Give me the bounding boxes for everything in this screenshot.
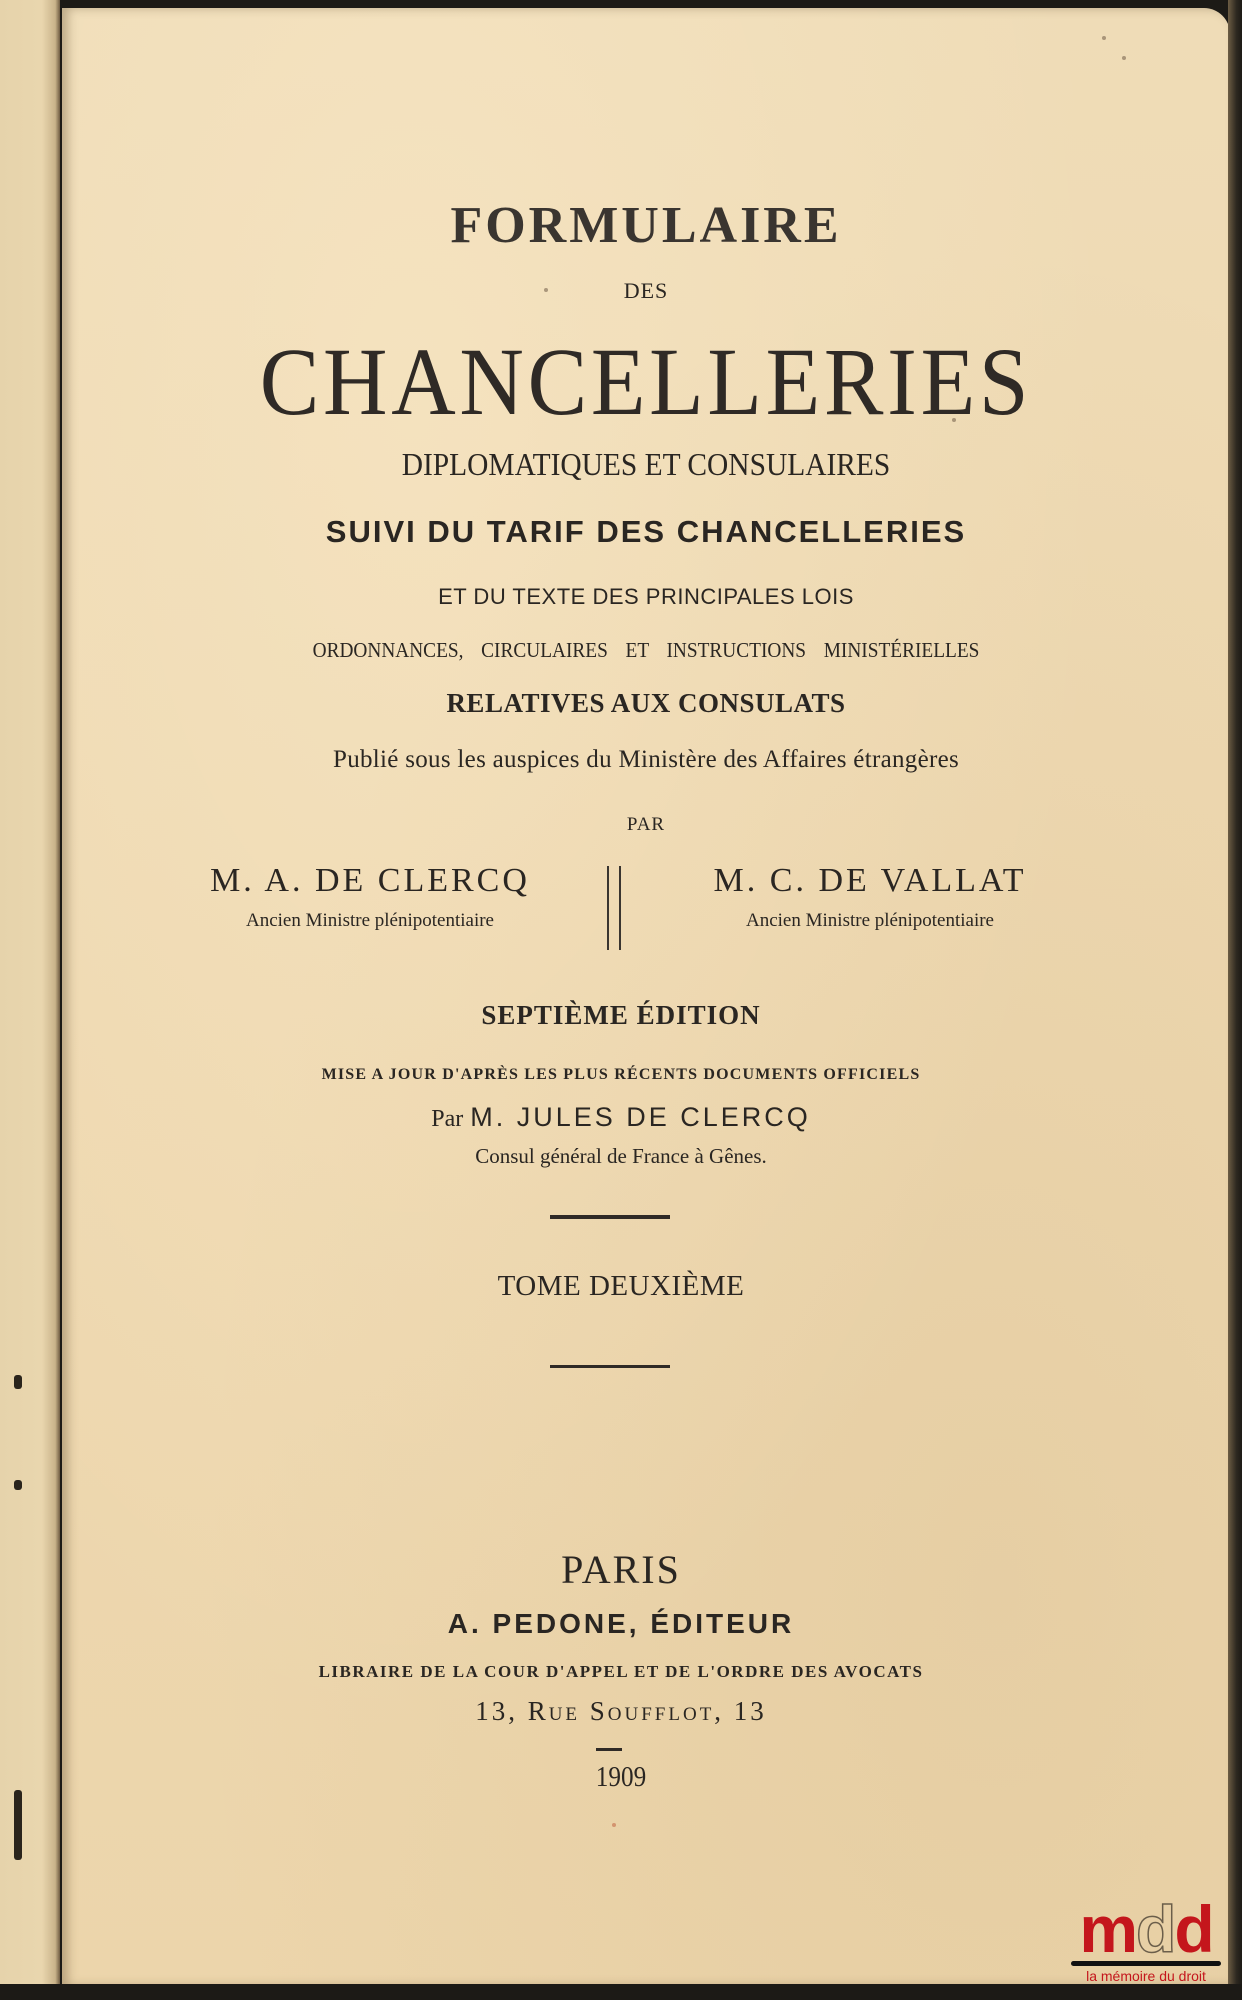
binding-thread-mark (14, 1480, 22, 1490)
edition-label: SEPTIÈME ÉDITION (481, 1000, 761, 1030)
main-title: CHANCELLERIES (259, 328, 1033, 435)
book-right-edge (1228, 0, 1242, 2000)
title-connector: DES (623, 278, 669, 303)
subtitle-consulats: RELATIVES AUX CONSULATS (446, 688, 846, 718)
logo-letter-m: m (1079, 1892, 1137, 1966)
author-separator-rule (607, 866, 621, 950)
author-name: M. C. DE VALLAT (713, 862, 1027, 899)
imprint-address: 13, Rue Soufflot, 13 (475, 1696, 767, 1726)
binding-stain (14, 1790, 22, 1860)
volume-label: TOME DEUXIÈME (497, 1270, 745, 1302)
publication-note: Publié sous les auspices du Ministère des Affaires étrangères (332, 746, 960, 773)
title-page (62, 8, 1230, 1986)
paper-speck (1122, 56, 1126, 60)
editor-line (0, 1102, 1242, 1134)
divider-rule (550, 1365, 670, 1368)
editor-name: M. JULES DE CLERCQ (470, 1102, 811, 1132)
binding-thread-mark (14, 1375, 22, 1389)
editor-prefix: Par (431, 1106, 464, 1132)
update-note: MISE A JOUR D'APRÈS LES PLUS RÉCENTS DOCUMENTS OFFICIELS (321, 1066, 921, 1083)
editor-role: Consul général de France à Gênes. (475, 1144, 767, 1168)
paper-speck (1102, 36, 1106, 40)
by-label: PAR (626, 814, 666, 835)
logo-letter-d: d (1174, 1892, 1213, 1966)
author-de-vallat (660, 862, 1080, 932)
subtitle-texte-lois: ET DU TEXTE DES PRINCIPALES LOIS (438, 584, 854, 609)
paper-speck (612, 1823, 616, 1827)
book-bottom-edge (0, 1984, 1242, 2000)
author-name: M. A. DE CLERCQ (210, 862, 530, 899)
logo-tagline: la mémoire du droit (1086, 1968, 1206, 1984)
left-book-leaf (0, 0, 60, 1985)
imprint-dash (596, 1748, 622, 1751)
authors-block (0, 862, 1242, 952)
imprint-year: 1909 (595, 1762, 647, 1793)
imprint-city: PARIS (561, 1547, 681, 1592)
imprint-publisher: A. PEDONE, ÉDITEUR (447, 1608, 795, 1639)
mdd-logo-icon (1064, 1892, 1228, 1966)
subtitle-ordonnances: ORDONNANCES, CIRCULAIRES ET INSTRUCTIONS MINISTÉRIELLES (312, 638, 980, 662)
subtitle-tarif: SUIVI DU TARIF DES CHANCELLERIES (325, 514, 967, 549)
divider-rule (550, 1215, 670, 1219)
author-role: Ancien Ministre plénipotentiaire (746, 910, 994, 931)
logo-letter-d-outline: d (1136, 1892, 1175, 1966)
author-de-clercq (160, 862, 580, 932)
subtitle-diplomatiques: DIPLOMATIQUES ET CONSULAIRES (401, 446, 891, 482)
author-role: Ancien Ministre plénipotentiaire (246, 910, 494, 931)
mdd-watermark-logo (1064, 1892, 1228, 1984)
title-formulaire: FORMULAIRE (450, 197, 842, 254)
imprint-publisher-note: LIBRAIRE DE LA COUR D'APPEL ET DE L'ORDRE DES AVOCATS (318, 1662, 924, 1681)
